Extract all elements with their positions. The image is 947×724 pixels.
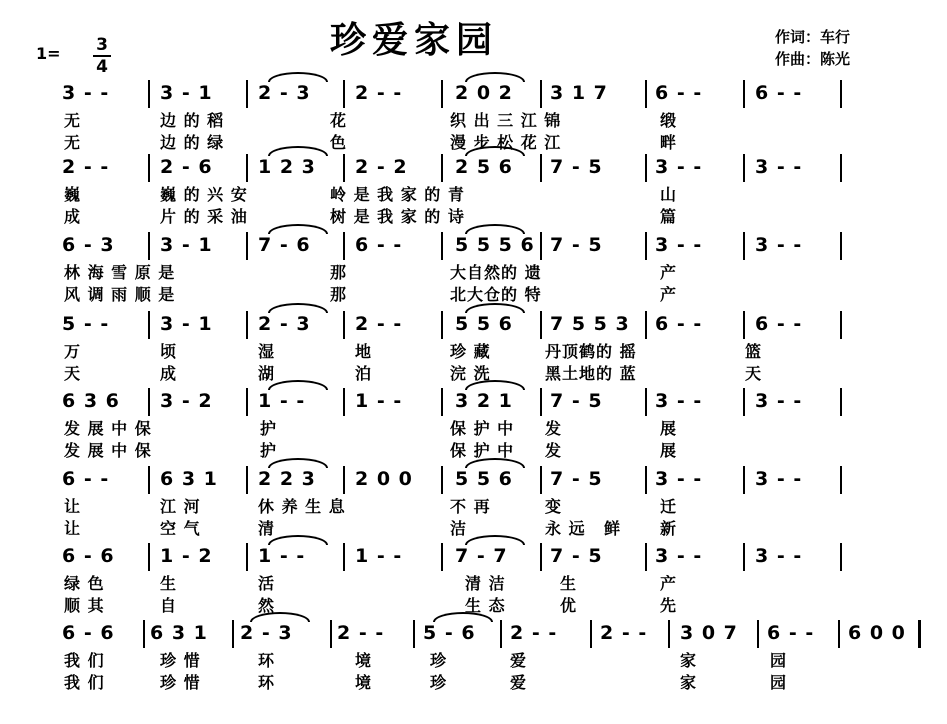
measure-notes: 5 5 5 6 xyxy=(455,234,535,256)
lyric-v2: 家 xyxy=(680,673,698,692)
lyric-v2: 新 xyxy=(660,519,678,538)
bar-line xyxy=(840,466,842,494)
bar-line xyxy=(743,543,745,571)
lyric-v2: 泊 xyxy=(355,364,373,383)
measure-notes: 2 - - xyxy=(355,82,403,104)
bar-line xyxy=(540,80,542,108)
key-signature: 1= xyxy=(36,44,61,63)
slur xyxy=(465,535,525,545)
lyric-v2: 保 护 中 xyxy=(450,441,515,460)
lyric-v1: 无 xyxy=(64,111,82,130)
bar-line xyxy=(246,80,248,108)
bar-line xyxy=(441,388,443,416)
bar-line xyxy=(645,154,647,182)
lyric-v1: 万 xyxy=(64,342,82,361)
slur xyxy=(268,224,328,234)
bar-line xyxy=(590,620,592,648)
bar-line xyxy=(343,311,345,339)
lyric-v1: 清 洁 xyxy=(465,574,506,593)
lyric-v2: 我 们 xyxy=(64,673,105,692)
measure-notes: 2 - 6 xyxy=(160,156,213,178)
measure-notes: 3 - - xyxy=(655,234,703,256)
lyric-v2: 空 气 xyxy=(160,519,201,538)
measure-notes: 7 - 7 xyxy=(455,545,508,567)
measure-notes: 1 - - xyxy=(258,545,306,567)
bar-line xyxy=(840,543,842,571)
measure-notes: 2 5 6 xyxy=(455,156,513,178)
bar-line xyxy=(645,232,647,260)
song-title: 珍爱家园 xyxy=(330,19,499,61)
lyric-v2: 漫 步 松 花 江 xyxy=(450,133,562,152)
bar-line xyxy=(148,311,150,339)
bar-line xyxy=(246,232,248,260)
measure-notes: 7 5 5 3 xyxy=(550,313,630,335)
measure-notes: 1 - - xyxy=(258,390,306,412)
lyric-v1: 展 xyxy=(660,419,678,438)
lyric-v1: 边 的 稻 xyxy=(160,111,225,130)
bar-line xyxy=(148,543,150,571)
lyric-v2: 树 是 我 家 的 诗 xyxy=(330,207,465,226)
measure-notes: 6 - 3 xyxy=(62,234,115,256)
bar-line xyxy=(148,232,150,260)
lyric-v2: 畔 xyxy=(660,133,678,152)
measure-notes: 7 - 5 xyxy=(550,468,603,490)
bar-line xyxy=(343,466,345,494)
lyric-v1: 珍 惜 xyxy=(160,651,201,670)
lyric-v1: 休 养 生 息 xyxy=(258,497,346,516)
measure-notes: 6 - - xyxy=(655,313,703,335)
bar-line xyxy=(743,388,745,416)
measure-notes: 6 - - xyxy=(755,82,803,104)
lyric-v1: 环 xyxy=(258,651,276,670)
lyric-v1: 岭 是 我 家 的 青 xyxy=(330,185,465,204)
measure-notes: 2 - 3 xyxy=(258,82,311,104)
lyric-v2: 产 xyxy=(660,285,678,304)
bar-line xyxy=(441,466,443,494)
lyric-v1: 产 xyxy=(660,263,678,282)
lyric-v2: 珍 惜 xyxy=(160,673,201,692)
bar-line xyxy=(838,620,840,648)
bar-line xyxy=(540,311,542,339)
measure-notes: 3 - - xyxy=(755,234,803,256)
lyric-v2: 色 xyxy=(330,133,348,152)
measure-notes: 5 5 6 xyxy=(455,313,513,335)
bar-line xyxy=(246,466,248,494)
lyric-v1: 让 xyxy=(64,497,82,516)
measure-notes: 6 - - xyxy=(755,313,803,335)
measure-notes: 7 - 5 xyxy=(550,390,603,412)
measure-notes: 2 - 3 xyxy=(258,313,311,335)
measure-notes: 6 3 6 xyxy=(62,390,120,412)
bar-line xyxy=(143,620,145,648)
slur xyxy=(465,224,525,234)
lyric-v1: 那 xyxy=(330,263,348,282)
measure-notes: 3 - - xyxy=(755,545,803,567)
lyric-v1: 活 xyxy=(258,574,276,593)
bar-line xyxy=(668,620,670,648)
lyric-v2: 湖 xyxy=(258,364,276,383)
bar-line xyxy=(540,466,542,494)
measure-notes: 5 - - xyxy=(62,313,110,335)
measure-notes: 7 - 5 xyxy=(550,234,603,256)
bar-line xyxy=(343,388,345,416)
bar-line xyxy=(441,311,443,339)
measure-notes: 3 - - xyxy=(655,156,703,178)
lyric-v2: 黑土地的 蓝 xyxy=(545,364,637,383)
bar-line xyxy=(645,388,647,416)
bar-line xyxy=(757,620,759,648)
lyric-v2: 让 xyxy=(64,519,82,538)
lyric-v2: 珍 xyxy=(430,673,448,692)
lyric-v1: 护 xyxy=(260,419,278,438)
lyric-v1: 地 xyxy=(355,342,373,361)
lyric-v1: 发 展 中 保 xyxy=(64,419,152,438)
time-sig-bottom: 4 xyxy=(96,57,108,77)
lyric-v2: 展 xyxy=(660,441,678,460)
lyric-v1: 产 xyxy=(660,574,678,593)
lyric-v2: 成 xyxy=(160,364,178,383)
slur xyxy=(268,146,328,156)
lyric-v2: 洁 xyxy=(450,519,468,538)
measure-notes: 7 - 5 xyxy=(550,156,603,178)
bar-line xyxy=(246,311,248,339)
measure-notes: 7 - 5 xyxy=(550,545,603,567)
lyric-v1: 缎 xyxy=(660,111,678,130)
lyric-v2: 发 xyxy=(545,441,563,460)
bar-line xyxy=(645,466,647,494)
lyric-v1: 丹顶鹤的 摇 xyxy=(545,342,637,361)
measure-notes: 1 2 3 xyxy=(258,156,316,178)
bar-line xyxy=(540,388,542,416)
time-sig-top: 3 xyxy=(96,35,108,55)
measure-notes: 3 - - xyxy=(655,545,703,567)
bar-line xyxy=(246,543,248,571)
lyric-v2: 篇 xyxy=(660,207,678,226)
lyric-v1: 大自然的 遗 xyxy=(450,263,542,282)
measure-notes: 6 0 0 xyxy=(848,622,906,644)
lyricist-credit: 作词：车行 xyxy=(775,28,851,46)
bar-line xyxy=(330,620,332,648)
slur xyxy=(268,380,328,390)
lyric-v2: 浣 洗 xyxy=(450,364,491,383)
measure-notes: 3 - - xyxy=(755,468,803,490)
bar-line xyxy=(441,543,443,571)
lyric-v2: 园 xyxy=(770,673,788,692)
measure-notes: 3 2 1 xyxy=(455,390,513,412)
slur xyxy=(268,303,328,313)
measure-notes: 3 - 1 xyxy=(160,313,213,335)
lyric-v1: 湿 xyxy=(258,342,276,361)
measure-notes: 6 - - xyxy=(655,82,703,104)
lyric-v1: 我 们 xyxy=(64,651,105,670)
lyric-v1: 境 xyxy=(355,651,373,670)
lyric-v2: 环 xyxy=(258,673,276,692)
bar-line xyxy=(148,388,150,416)
bar-line xyxy=(645,80,647,108)
measure-notes: 7 - 6 xyxy=(258,234,311,256)
lyric-v1: 珍 藏 xyxy=(450,342,491,361)
measure-notes: 6 - 6 xyxy=(62,622,115,644)
lyric-v1: 林 海 雪 原 是 xyxy=(64,263,176,282)
measure-notes: 3 - - xyxy=(62,82,110,104)
lyric-v2: 那 xyxy=(330,285,348,304)
measure-notes: 3 - - xyxy=(755,390,803,412)
lyric-v2: 鲜 xyxy=(604,519,622,538)
measure-notes: 6 - - xyxy=(62,468,110,490)
bar-line xyxy=(645,543,647,571)
bar-line xyxy=(500,620,502,648)
bar-line xyxy=(540,154,542,182)
measure-notes: 3 1 7 xyxy=(550,82,608,104)
measure-notes: 3 - - xyxy=(655,390,703,412)
bar-line xyxy=(343,543,345,571)
measure-notes: 2 - - xyxy=(510,622,558,644)
lyric-v2: 生 态 xyxy=(465,596,506,615)
composer-credit: 作曲：陈光 xyxy=(775,50,851,68)
lyric-v1: 生 xyxy=(160,574,178,593)
bar-line xyxy=(743,466,745,494)
lyric-v1: 发 xyxy=(545,419,563,438)
lyric-v2: 天 xyxy=(64,364,82,383)
lyric-v2: 清 xyxy=(258,519,276,538)
lyric-v1: 园 xyxy=(770,651,788,670)
bar-line xyxy=(148,80,150,108)
bar-line xyxy=(645,311,647,339)
lyric-v1: 爱 xyxy=(510,651,528,670)
bar-line xyxy=(246,388,248,416)
time-signature xyxy=(93,36,111,76)
lyric-v2: 风 调 雨 顺 是 xyxy=(64,285,176,304)
lyric-v2: 爱 xyxy=(510,673,528,692)
lyric-v2: 顺 其 xyxy=(64,596,105,615)
measure-notes: 3 0 7 xyxy=(680,622,738,644)
bar-line xyxy=(743,80,745,108)
lyric-v1: 迁 xyxy=(660,497,678,516)
lyric-v1: 篮 xyxy=(745,342,763,361)
bar-line xyxy=(540,232,542,260)
bar-line xyxy=(413,620,415,648)
measure-notes: 6 3 1 xyxy=(150,622,208,644)
measure-notes: 3 - - xyxy=(655,468,703,490)
measure-notes: 3 - 2 xyxy=(160,390,213,412)
measure-notes: 1 - - xyxy=(355,545,403,567)
measure-notes: 6 - 6 xyxy=(62,545,115,567)
bar-line xyxy=(441,80,443,108)
lyric-v1: 生 xyxy=(560,574,578,593)
measure-notes: 2 - - xyxy=(62,156,110,178)
measure-notes: 6 - - xyxy=(355,234,403,256)
lyric-v2: 成 xyxy=(64,207,82,226)
lyric-v1: 家 xyxy=(680,651,698,670)
bar-line xyxy=(840,154,842,182)
bar-line xyxy=(840,388,842,416)
lyric-v2: 境 xyxy=(355,673,373,692)
bar-line xyxy=(840,232,842,260)
bar-line xyxy=(540,543,542,571)
lyric-v2: 然 xyxy=(258,596,276,615)
lyric-v2: 永 远 xyxy=(545,519,586,538)
bar-line xyxy=(441,232,443,260)
measure-notes: 2 - - xyxy=(337,622,385,644)
lyric-v2: 天 xyxy=(745,364,763,383)
measure-notes: 3 - 1 xyxy=(160,234,213,256)
measure-notes: 6 - - xyxy=(767,622,815,644)
lyric-v2: 先 xyxy=(660,596,678,615)
lyric-v1: 珍 xyxy=(430,651,448,670)
lyric-v1: 不 再 xyxy=(450,497,491,516)
measure-notes: 1 - - xyxy=(355,390,403,412)
measure-notes: 2 - 2 xyxy=(355,156,408,178)
measure-notes: 2 0 2 xyxy=(455,82,513,104)
measure-notes: 2 - - xyxy=(600,622,648,644)
lyric-v1: 江 河 xyxy=(160,497,201,516)
slur xyxy=(268,535,328,545)
lyric-v2: 边 的 绿 xyxy=(160,133,225,152)
measure-notes: 6 3 1 xyxy=(160,468,218,490)
bar-line xyxy=(246,154,248,182)
bar-line xyxy=(743,232,745,260)
lyric-v2: 发 展 中 保 xyxy=(64,441,152,460)
measure-notes: 3 - - xyxy=(755,156,803,178)
bar-line xyxy=(743,154,745,182)
lyric-v1: 变 xyxy=(545,497,563,516)
lyric-v2: 护 xyxy=(260,441,278,460)
bar-line xyxy=(343,154,345,182)
measure-notes: 2 - 3 xyxy=(240,622,293,644)
measure-notes: 2 2 3 xyxy=(258,468,316,490)
bar-line xyxy=(441,154,443,182)
bar-line xyxy=(343,80,345,108)
slur xyxy=(465,72,525,82)
measure-notes: 1 - 2 xyxy=(160,545,213,567)
lyric-v1: 顷 xyxy=(160,342,178,361)
lyric-v1: 山 xyxy=(660,185,678,204)
lyric-v1: 花 xyxy=(330,111,348,130)
measure-notes: 5 - 6 xyxy=(423,622,476,644)
bar-line xyxy=(840,311,842,339)
slur xyxy=(268,72,328,82)
lyric-v2: 优 xyxy=(560,596,578,615)
lyric-v2: 片 的 采 油 xyxy=(160,207,248,226)
bar-line xyxy=(148,154,150,182)
bar-line xyxy=(918,620,921,648)
bar-line xyxy=(840,80,842,108)
measure-notes: 2 - - xyxy=(355,313,403,335)
lyric-v2: 无 xyxy=(64,133,82,152)
lyric-v2: 自 xyxy=(160,596,178,615)
lyric-v1: 巍 xyxy=(64,185,82,204)
bar-line xyxy=(343,232,345,260)
bar-line xyxy=(743,311,745,339)
bar-line xyxy=(148,466,150,494)
lyric-v1: 织 出 三 江 锦 xyxy=(450,111,562,130)
measure-notes: 5 5 6 xyxy=(455,468,513,490)
bar-line xyxy=(232,620,234,648)
measure-notes: 3 - 1 xyxy=(160,82,213,104)
lyric-v1: 巍 的 兴 安 xyxy=(160,185,248,204)
measure-notes: 2 0 0 xyxy=(355,468,413,490)
lyric-v1: 保 护 中 xyxy=(450,419,515,438)
lyric-v2: 北大仓的 特 xyxy=(450,285,542,304)
lyric-v1: 绿 色 xyxy=(64,574,105,593)
